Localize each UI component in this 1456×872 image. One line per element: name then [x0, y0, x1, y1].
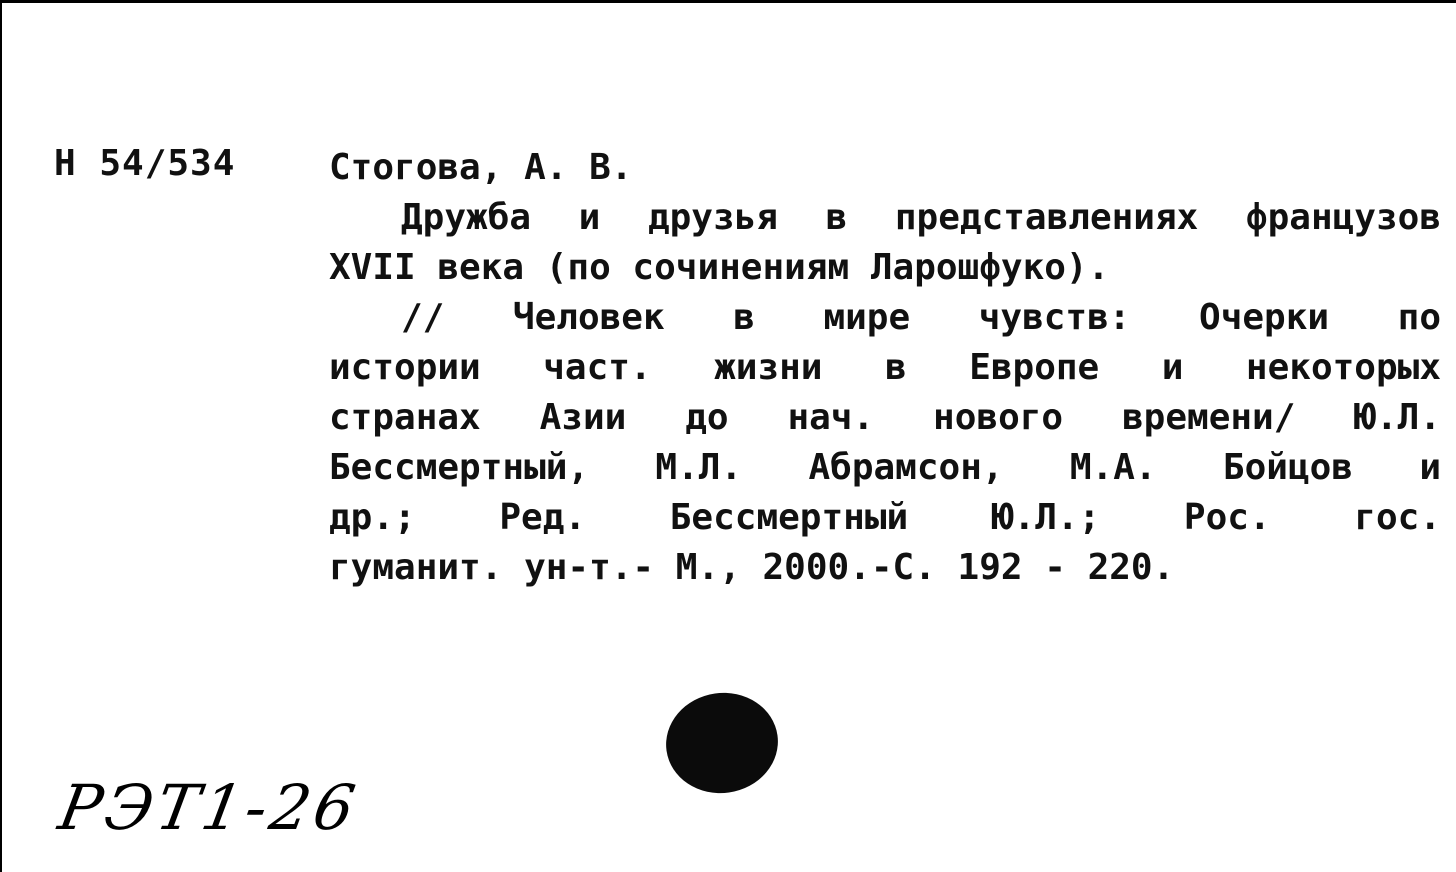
call-number: Н 54/534: [54, 143, 236, 184]
source-line-1: // Человек в мире чувств: Очерки по: [401, 297, 1441, 338]
bibliographic-entry: [329, 143, 1441, 593]
source-line-5: др.; Ред. Бессмертный Ю.Л.; Рос. гос.: [329, 497, 1441, 538]
punch-hole: [660, 686, 785, 801]
title-line-1: Дружба и друзья в представлениях французов: [401, 197, 1441, 238]
source-line-3: странах Азии до нач. нового времени/ Ю.Л.: [329, 397, 1441, 438]
handwritten-code: РЭТ1-26: [53, 771, 365, 844]
title-line-2: XVII века (по сочинениям Ларошфуко).: [329, 247, 1110, 288]
author-line: Стогова, А. В.: [329, 147, 633, 188]
source-line-2: истории част. жизни в Европе и некоторых: [329, 347, 1441, 388]
source-line-4: Бессмертный, М.Л. Абрамсон, М.А. Бойцов и: [329, 447, 1441, 488]
source-line-6: гуманит. ун-т.- М., 2000.-С. 192 - 220.: [329, 547, 1175, 588]
